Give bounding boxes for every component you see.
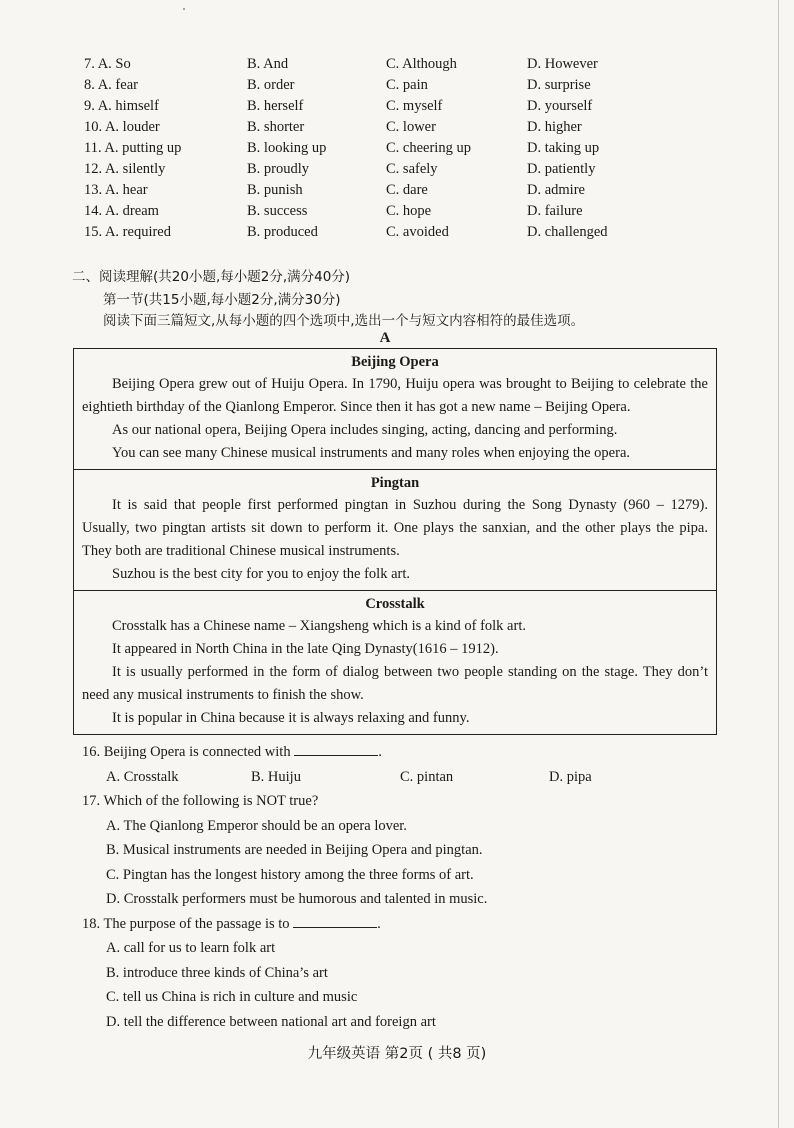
cloze-option-row [84,159,684,180]
option-c: C. pintan [400,768,454,785]
cloze-option-row [84,222,684,243]
section-instruction: 阅读下面三篇短文,从每小题的四个选项中,选出一个与短文内容相符的最佳选项。 [103,313,585,329]
option-b: B. proudly [247,161,310,177]
option-d: D. However [527,56,598,72]
option-a: A. call for us to learn folk art [106,940,276,956]
option-b: B. punish [247,182,303,198]
option-b: B. And [247,56,289,72]
passage-letter: A [379,330,391,346]
question-number: 11. [84,140,102,156]
questions-section [82,740,722,1034]
question-number: 9. [84,98,95,114]
page-footer: 九年级英语 第2页 ( 共8 页) [307,1046,487,1062]
option-c: C. cheering up [386,140,471,156]
option-b: B. order [247,77,295,93]
question-number: 12. [84,161,103,177]
option-b: B. shorter [247,119,305,135]
option-b: B. success [247,203,308,219]
option-c: C. Although [386,56,457,72]
question-stem: 16. Beijing Opera is connected with [82,744,291,760]
page-edge-line [778,0,779,1128]
cloze-option-row [84,75,684,96]
question-number: 15. [84,224,103,240]
option-d: D. failure [527,203,583,219]
paragraph: You can see many Chinese musical instruments and many roles when enjoying the opera. [112,445,630,461]
option-c: C. myself [386,98,443,114]
option-c: C. lower [386,119,436,135]
option-d: D. tell the difference between national art and foreign art [106,1013,436,1030]
option-a: A. putting up [104,140,182,156]
option-d: D. patiently [527,161,596,177]
option-d: D. pipa [549,768,592,785]
section-title: 二、阅读理解(共20小题,每小题2分,满分40分) [72,269,351,285]
question-stem-end: . [377,915,381,932]
option-a: A. So [97,56,131,72]
scan-speck [183,8,185,10]
question-number: 10. [84,119,103,135]
answer-blank [294,743,378,756]
question-17: 17. Which of the following is NOT true? [82,793,319,809]
option-d: D. surprise [527,77,591,93]
option-a: A. himself [97,98,159,114]
option-c: C. pain [386,77,428,93]
paragraph: Beijing Opera grew out of Huiju Opera. In 1790, Huiju opera was brought to Beijing to celebrate the eightieth birthday of the Qianlong Emperor. Since then it has got a new name – Beijing Opera. [82,376,708,415]
question-number: 13. [84,182,103,198]
option-d: D. higher [527,119,582,135]
option-a: A. The Qianlong Emperor should be an opera lover. [106,817,407,834]
option-d: D. taking up [527,140,600,156]
question-18 [82,912,722,937]
passage-block-crosstalk [74,591,716,734]
option-a: A. fear [97,77,138,93]
option-a: A. required [104,224,171,240]
paragraph: As our national opera, Beijing Opera includes singing, acting, dancing and performing. [112,422,618,438]
question-16-options [82,765,722,790]
option-a: A. Crosstalk [106,768,179,785]
section-subtitle: 第一节(共15小题,每小题2分,满分30分) [103,292,341,308]
option-b: B. herself [247,98,304,114]
paragraph: It is said that people first performed pingtan in Suzhou during the Song Dynasty (960 – 1279). Usually, two pingtan artists sit down to perform it. One plays the sanxian, and the other plays the pipa. They both are traditional Chinese musical instruments. [82,497,708,559]
option-a: A. hear [104,182,148,198]
option-d: D. Crosstalk performers must be humorous and talented in music. [106,891,488,907]
cloze-option-row [84,138,684,159]
paragraph: It is popular in China because it is always relaxing and funny. [112,710,470,726]
paragraph: Suzhou is the best city for you to enjoy the folk art. [112,566,411,582]
block-title: Beijing Opera [351,354,439,370]
cloze-option-row [84,180,684,201]
option-c: C. safely [386,161,438,177]
option-c: C. avoided [386,224,449,240]
cloze-option-row [84,201,684,222]
paragraph: Crosstalk has a Chinese name – Xiangsheng which is a kind of folk art. [112,618,526,634]
block-title: Pingtan [370,475,420,491]
option-b: B. Huiju [251,768,301,785]
question-number: 8. [84,77,95,93]
paragraph: It appeared in North China in the late Qing Dynasty(1616 – 1912). [112,641,499,657]
option-b: B. introduce three kinds of China’s art [106,964,328,981]
option-c: C. dare [386,182,428,198]
option-c: C. hope [386,203,432,219]
option-d: D. yourself [527,98,593,114]
block-title: Crosstalk [365,596,425,612]
passage-block-pingtan [74,470,716,591]
question-stem-end: . [378,744,382,760]
option-b: B. produced [247,224,318,240]
passage-box [73,348,717,735]
option-d: D. challenged [527,224,608,240]
question-number: 14. [84,203,103,219]
question-16 [82,740,722,765]
option-a: A. dream [104,203,159,219]
option-d: D. admire [527,182,585,198]
cloze-option-row [84,117,684,138]
cloze-option-row [84,96,684,117]
cloze-options-table [84,54,684,243]
answer-blank [293,915,377,928]
question-stem: 18. The purpose of the passage is to [82,915,290,932]
passage-block-beijing-opera [74,349,716,470]
option-a: A. silently [104,161,166,177]
option-c: C. Pingtan has the longest history among the three forms of art. [106,866,474,883]
option-a: A. louder [104,119,160,135]
paragraph: It is usually performed in the form of dialog between two people standing on the stage. They don’t need any musical instruments to finish the show. [82,664,708,703]
cloze-option-row [84,54,684,75]
option-c: C. tell us China is rich in culture and music [106,989,358,1005]
question-number: 7. [84,56,95,72]
option-b: B. looking up [247,140,327,156]
option-b: B. Musical instruments are needed in Beijing Opera and pingtan. [106,842,483,858]
